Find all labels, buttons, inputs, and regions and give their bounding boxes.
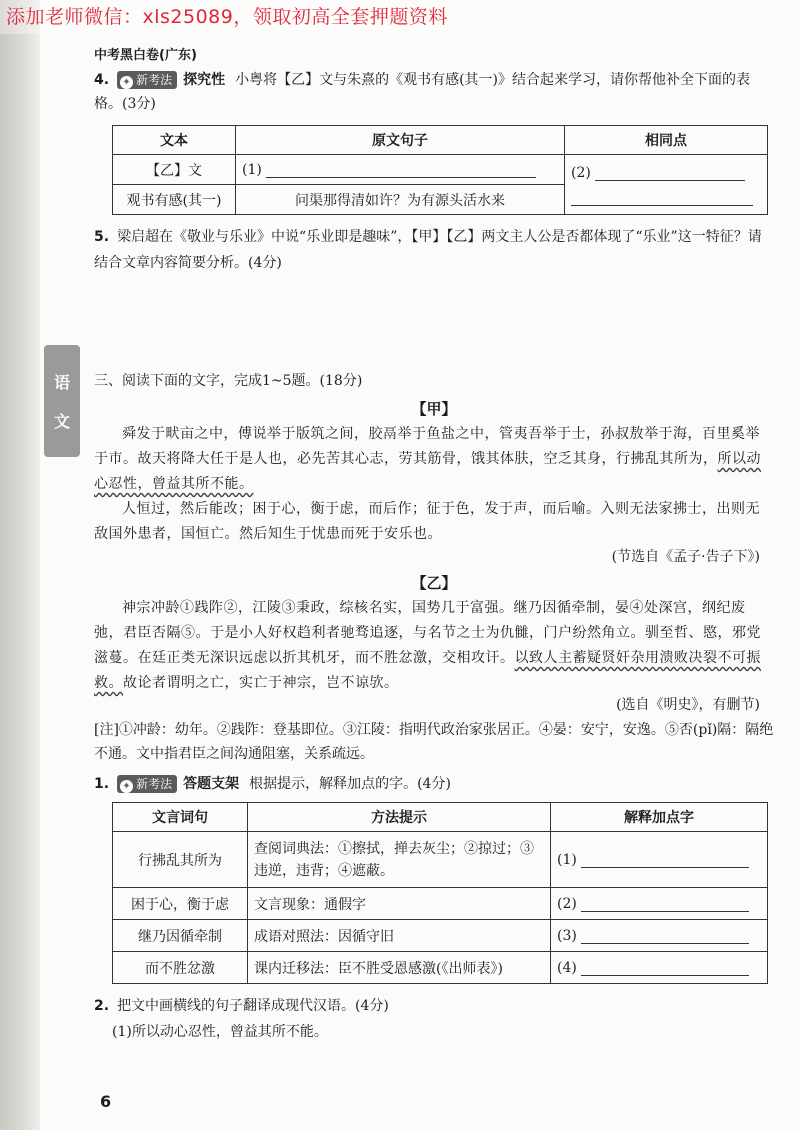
tag-label: 新考法 [136,777,173,791]
table-row [113,832,768,888]
tag-label: 新考法 [136,73,173,87]
underlined-sentence: 所以动心忍性，曾益其所不能。 [94,451,761,492]
new-method-tag [117,71,177,89]
table-cell: 问渠那得清如许？为有源头活水来 [236,185,565,215]
table-header: 文本 [113,126,236,155]
table-cell: 行拂乱其所为 [113,832,248,888]
table-header: 相同点 [565,126,768,155]
question-type: 答题支架 [183,776,240,792]
section-title: 三、阅读下面的文字，完成1~5题。(18分) [94,373,363,389]
page-number: 6 [100,1092,112,1111]
answer-blank-cell [551,920,768,952]
blank-label: (3) [557,928,577,944]
passage-jia-paragraph-2: 人恒过，然后能改；困于心，衡于虑，而后作；征于色，发于声，而后喻。入则无法家拂士，出则无敌国外患者，国恒亡。然后知生于忧患而死于安乐也。 [94,501,760,542]
comparison-table [112,125,768,215]
source-citation: (选自《明史》，有删节) [616,697,760,713]
blank-label: (1) [557,852,577,868]
source-citation: (节选自《孟子·告子下》) [611,549,760,565]
explanation-table [112,802,768,984]
answer-blank-cell [565,155,768,215]
answer-blank-cell [551,888,768,920]
passage-heading-yi: 【乙】 [411,574,457,592]
passage-text: 故论者谓明之亡，实亡于神宗，岂不谅欤。 [123,675,399,691]
question-type: 探究性 [183,72,226,88]
answer-line[interactable] [595,164,745,181]
question-number: 5. [94,229,110,245]
table-cell: 观书有感(其一) [113,185,236,215]
table-header: 文言词句 [113,803,248,832]
new-method-tag [117,775,177,793]
blank-label: (4) [557,960,577,976]
answer-blank-cell [551,952,768,984]
table-row [113,952,768,984]
table-header: 解释加点字 [551,803,768,832]
lightbulb-icon: ✦ [120,780,133,793]
question-text: 梁启超在《敬业与乐业》中说“乐业即是趣味”，【甲】【乙】两文主人公是否都体现了“乐业”这一特征？请结合文章内容简要分析。(4分) [94,229,762,271]
blank-label: (1) [242,162,262,178]
table-cell: 而不胜忿激 [113,952,248,984]
answer-line[interactable] [581,895,749,912]
running-head: 中考黑白卷(广东) [94,48,197,63]
book-binding [0,0,40,1130]
passage-text: 舜发于畎亩之中，傅说举于版筑之间，胶鬲举于鱼盐之中，管夷吾举于士，孙叔敖举于海，百里奚举于市。故天将降大任于是人也，必先苦其心志，劳其筋骨，饿其体肤，空乏其身，行拂乱其所为， [94,426,760,467]
passage-heading-jia: 【甲】 [411,400,457,418]
passage-jia-paragraph-1 [94,422,774,497]
table-cell: 课内迁移法：臣不胜受恩感激(《出师表》) [248,952,551,984]
answer-blank-cell [551,832,768,888]
answer-line[interactable] [581,851,749,868]
table-cell: 继乃因循牵制 [113,920,248,952]
subject-side-tab [44,345,80,457]
question-number: 4. [94,72,110,88]
blank-label: (2) [557,896,577,912]
question-text: 把文中画横线的句子翻译成现代汉语。(4分) [117,998,389,1014]
passage-text: 神宗冲龄①践阼②，江陵③秉政，综核名实，国势几于富强。继乃因循牵制，晏④处深宫，纲纪废弛，君臣否隔⑤。于是小人好权趋利者驰骛追逐，与名节之士为仇雠，门户纷然角立。驯至哲、愍，邪党滋蔓。在廷正类无深识远虑以折其机牙，而不胜忿激，交相攻讦。 [94,600,761,666]
question-4 [94,68,774,116]
question-1 [94,772,774,796]
table-cell: 困于心，衡于虑 [113,888,248,920]
question-number: 2. [94,998,110,1014]
side-tab-char-2: 文 [53,412,70,431]
answer-line[interactable] [571,189,753,206]
passage-yi-paragraph [94,596,774,696]
table-cell: 【乙】文 [113,155,236,185]
table-row [113,888,768,920]
underlined-sentence: 以致人主蓄疑贤奸杂用溃败决裂不可振救。 [94,650,761,691]
answer-line[interactable] [581,927,749,944]
footnote: [注]①冲龄：幼年。②践阼：登基即位。③江陵：指明代政治家张居正。④晏：安宁，安逸。⑤否(pǐ)隔：隔绝不通。文中指君臣之间沟通阻塞，关系疏远。 [94,722,774,762]
question-2-sub-1: (1)所以动心忍性，曾益其所不能。 [112,1024,328,1040]
question-text: 小粤将【乙】文与朱熹的《观书有感(其一)》结合起来学习，请你帮他补全下面的表格。(3分) [94,72,750,112]
table-cell: 文言现象：通假字 [248,888,551,920]
table-row [113,920,768,952]
answer-blank-cell [236,155,565,185]
table-cell: 查阅词典法：①擦拭，掸去灰尘；②掠过；③违逆，违背；④遮蔽。 [248,832,551,888]
answer-line[interactable] [266,161,536,178]
question-number: 1. [94,776,110,792]
question-2 [94,994,774,1018]
side-tab-char-1: 语 [53,373,70,392]
question-text: 根据提示，解释加点的字。(4分) [249,776,451,792]
question-5 [94,224,774,276]
answer-line[interactable] [581,959,749,976]
blank-label: (2) [571,164,591,181]
lightbulb-icon: ✦ [120,76,133,89]
table-header: 方法提示 [248,803,551,832]
table-header: 原文句子 [236,126,565,155]
watermark: 添加老师微信：xls25089，领取初高全套押题资料 [0,0,800,34]
table-cell: 成语对照法：因循守旧 [248,920,551,952]
